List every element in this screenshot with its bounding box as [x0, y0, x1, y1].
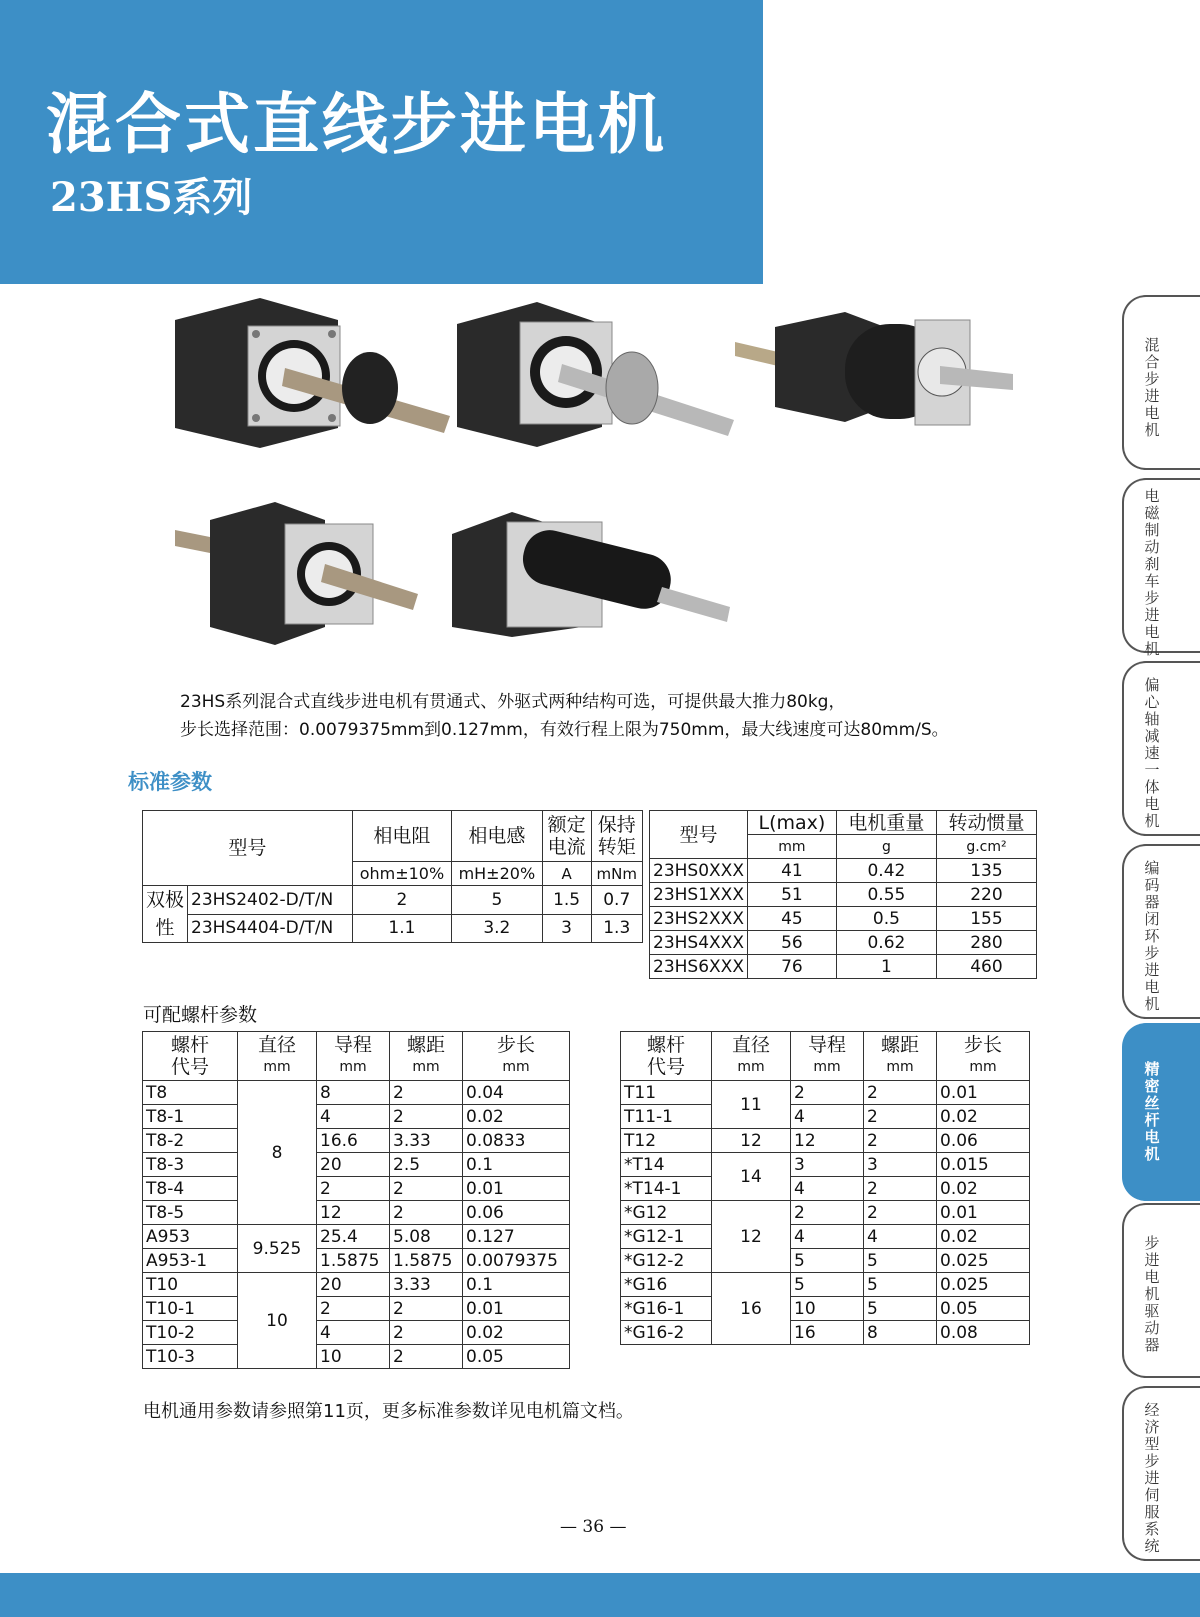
table-row	[621, 1297, 1030, 1321]
table-cell-code: T8-4	[143, 1177, 238, 1201]
side-tab-label: 步进电机驱动器	[1144, 1234, 1160, 1354]
table-row	[143, 1201, 570, 1225]
table-cell-inertia: 135	[936, 859, 1036, 883]
screw-params-table-left	[142, 1031, 570, 1369]
table-row	[621, 1225, 1030, 1249]
col-header-diameter	[712, 1032, 791, 1081]
description-line-2: 步长选择范围：0.0079375mm到0.127mm，有效行程上限为750mm，最大线速度可达80mm/S。	[180, 720, 949, 740]
col-header-code	[143, 1032, 238, 1081]
table-cell-length: 56	[747, 931, 836, 955]
motor-photo-1	[170, 298, 455, 448]
table-cell-lead: 4	[317, 1321, 390, 1345]
table-cell-model: 23HS4XXX	[650, 931, 748, 955]
table-cell-code: T10-1	[143, 1297, 238, 1321]
motor-type-line2: 性	[155, 917, 175, 939]
col-header-pitch-label: 螺距	[406, 1034, 445, 1056]
unit-resistance: ohm±10%	[352, 862, 451, 886]
table-cell-lead: 3	[791, 1153, 864, 1177]
table-cell-diameter: 16	[712, 1273, 791, 1345]
table-cell-step: 0.06	[463, 1201, 570, 1225]
table-cell-code: T11	[621, 1081, 712, 1105]
table-cell-pitch: 2	[390, 1201, 463, 1225]
table-cell-pitch: 2	[864, 1129, 937, 1153]
col-header-diameter-unit: mm	[263, 1059, 291, 1075]
table-row	[650, 883, 1037, 907]
table-cell-step: 0.0079375	[463, 1249, 570, 1273]
table-cell-step: 0.01	[937, 1201, 1030, 1225]
table-cell-inertia: 220	[936, 883, 1036, 907]
col-header-lead	[791, 1032, 864, 1081]
table-cell-lead: 2	[791, 1081, 864, 1105]
table-cell-step: 0.1	[463, 1153, 570, 1177]
table-cell-inertia: 280	[936, 931, 1036, 955]
table-row	[143, 1273, 570, 1297]
table-cell-lead: 16.6	[317, 1129, 390, 1153]
table-cell-pitch: 3.33	[390, 1273, 463, 1297]
motor-type-cell	[143, 886, 188, 943]
page-subtitle: 23HS系列	[50, 174, 253, 221]
col-header-model: 型号	[143, 811, 353, 886]
table-cell-step: 0.025	[937, 1273, 1030, 1297]
motor-photo-5	[452, 512, 732, 637]
table-cell-step: 0.05	[463, 1345, 570, 1369]
table-cell-lead: 8	[317, 1081, 390, 1105]
unit-torque: mNm	[591, 862, 643, 886]
side-tab-label: 精密丝杆电机	[1144, 1060, 1160, 1163]
table-cell-lead: 20	[317, 1273, 390, 1297]
motor-photo-3	[735, 312, 1015, 437]
table-cell-code: T8-3	[143, 1153, 238, 1177]
side-tab-eccentric-reducer[interactable]	[1122, 661, 1200, 836]
col-header-step-label: 步长	[963, 1034, 1002, 1056]
table-cell-code: *T14	[621, 1153, 712, 1177]
table-cell-diameter: 8	[238, 1081, 317, 1225]
unit-inertia: g.cm²	[936, 835, 1036, 859]
table-cell-step: 0.02	[937, 1105, 1030, 1129]
col-header-step-unit: mm	[502, 1059, 530, 1075]
table-cell-step: 0.01	[463, 1297, 570, 1321]
table-cell-lead: 4	[791, 1177, 864, 1201]
table-cell-diameter: 12	[712, 1129, 791, 1153]
table-cell-lead: 10	[791, 1297, 864, 1321]
table-row	[143, 1297, 570, 1321]
side-tab-stepper-driver[interactable]	[1122, 1203, 1200, 1378]
table-cell-pitch: 2	[390, 1321, 463, 1345]
table-cell-code: T11-1	[621, 1105, 712, 1129]
table-cell-pitch: 3.33	[390, 1129, 463, 1153]
size-rows	[650, 859, 1037, 979]
table-row	[621, 1201, 1030, 1225]
table-cell-pitch: 5	[864, 1249, 937, 1273]
table-cell-pitch: 2	[864, 1177, 937, 1201]
table-cell-pitch: 4	[864, 1225, 937, 1249]
table-cell-code: A953-1	[143, 1249, 238, 1273]
col-header-torque	[591, 811, 643, 862]
table-cell-code: T8-2	[143, 1129, 238, 1153]
table-row	[650, 907, 1037, 931]
table-cell-code: T10-2	[143, 1321, 238, 1345]
table-cell-code: T8-1	[143, 1105, 238, 1129]
table-cell-pitch: 5	[864, 1297, 937, 1321]
table-cell-pitch: 2	[864, 1105, 937, 1129]
table-cell-pitch: 2	[390, 1081, 463, 1105]
table-cell-pitch: 2	[390, 1297, 463, 1321]
table-cell-code: T8-5	[143, 1201, 238, 1225]
table-cell-model: 23HS0XXX	[650, 859, 748, 883]
table-row	[143, 1345, 570, 1369]
table-cell-code: *G16-1	[621, 1297, 712, 1321]
table-cell-lead: 4	[317, 1105, 390, 1129]
table-cell-inertia: 460	[936, 955, 1036, 979]
col-header-inertia: 转动惯量	[936, 811, 1036, 835]
table-cell-model: 23HS1XXX	[650, 883, 748, 907]
side-tab-economy-servo[interactable]	[1122, 1386, 1200, 1561]
unit-length: mm	[747, 835, 836, 859]
table-cell-lead: 2	[791, 1201, 864, 1225]
table-row	[621, 1249, 1030, 1273]
table-cell-diameter: 12	[712, 1201, 791, 1273]
col-header-lead-unit: mm	[813, 1059, 841, 1075]
side-tab-label: 编码器闭环步进电机	[1144, 859, 1160, 1013]
col-header-code	[621, 1032, 712, 1081]
table-cell-lead: 5	[791, 1249, 864, 1273]
table-cell-diameter: 9.525	[238, 1225, 317, 1273]
table-cell-step: 0.0833	[463, 1129, 570, 1153]
table-row	[650, 931, 1037, 955]
col-header-weight: 电机重量	[836, 811, 936, 835]
section-title-standard-params: 标准参数	[128, 770, 212, 794]
col-header-code-line1: 螺杆	[646, 1034, 685, 1056]
table-row	[621, 1321, 1030, 1345]
col-header-lead-unit: mm	[339, 1059, 367, 1075]
page-number: — 36 —	[560, 1517, 627, 1537]
table-cell-step: 0.02	[937, 1177, 1030, 1201]
table-cell-step: 0.01	[937, 1081, 1030, 1105]
footer-bar	[0, 1573, 1200, 1617]
table-row	[621, 1105, 1030, 1129]
page-title: 混合式直线步进电机	[46, 86, 667, 163]
table-cell-lead: 16	[791, 1321, 864, 1345]
side-tab-lead-screw-motor[interactable]	[1122, 1023, 1200, 1201]
motor-photo-2	[452, 302, 737, 452]
col-header-model: 型号	[650, 811, 748, 859]
screw-params-table-right	[620, 1031, 1030, 1345]
table-cell-lead: 4	[791, 1225, 864, 1249]
table-cell-lead: 5	[791, 1273, 864, 1297]
col-header-pitch	[390, 1032, 463, 1081]
table-row	[143, 1153, 570, 1177]
col-header-current-line1: 额定	[547, 814, 586, 836]
col-header-code-line2: 代号	[170, 1056, 209, 1078]
table-cell-diameter: 14	[712, 1153, 791, 1201]
table-cell-step: 0.04	[463, 1081, 570, 1105]
col-header-diameter-unit: mm	[737, 1059, 765, 1075]
table-cell-length: 76	[747, 955, 836, 979]
table-cell-lead: 2	[317, 1297, 390, 1321]
col-header-diameter-label: 直径	[731, 1034, 770, 1056]
table-cell-code: T10-3	[143, 1345, 238, 1369]
table-cell-weight: 0.62	[836, 931, 936, 955]
table-cell-model: 23HS2402-D/T/N	[188, 886, 353, 915]
table-cell-pitch: 2	[864, 1201, 937, 1225]
table-cell-diameter: 10	[238, 1273, 317, 1369]
table-cell-step: 0.02	[463, 1321, 570, 1345]
col-header-code-line1: 螺杆	[170, 1034, 209, 1056]
table-cell-length: 45	[747, 907, 836, 931]
table-cell-lead: 2	[317, 1177, 390, 1201]
col-header-torque-line1: 保持	[597, 814, 636, 836]
col-header-pitch-unit: mm	[412, 1059, 440, 1075]
table-cell-length: 41	[747, 859, 836, 883]
table-cell-pitch: 2	[864, 1081, 937, 1105]
table-cell-resistance: 2	[352, 886, 451, 915]
table-cell-step: 0.02	[463, 1105, 570, 1129]
table-cell-step: 0.015	[937, 1153, 1030, 1177]
table-cell-step: 0.025	[937, 1249, 1030, 1273]
table-cell-lead: 10	[317, 1345, 390, 1369]
table-cell-model: 23HS6XXX	[650, 955, 748, 979]
table-cell-current: 1.5	[542, 886, 591, 915]
col-header-step-unit: mm	[969, 1059, 997, 1075]
side-tab-label: 经济型步进伺服系统	[1144, 1401, 1160, 1555]
table-row	[621, 1177, 1030, 1201]
table-cell-torque: 1.3	[591, 914, 643, 943]
col-header-resistance: 相电阻	[352, 811, 451, 862]
table-row	[143, 1105, 570, 1129]
table-cell-code: *G12-1	[621, 1225, 712, 1249]
table-cell-pitch: 2	[390, 1177, 463, 1201]
col-header-step-label: 步长	[496, 1034, 535, 1056]
table-row	[143, 1321, 570, 1345]
table-cell-pitch: 3	[864, 1153, 937, 1177]
table-row	[650, 859, 1037, 883]
col-header-code-line2: 代号	[646, 1056, 685, 1078]
footnote: 电机通用参数请参照第11页，更多标准参数详见电机篇文档。	[143, 1401, 634, 1422]
table-cell-weight: 0.55	[836, 883, 936, 907]
table-cell-diameter: 11	[712, 1081, 791, 1129]
col-header-current-line2: 电流	[547, 836, 586, 858]
table-cell-inductance: 5	[452, 886, 543, 915]
table-cell-pitch: 2	[390, 1105, 463, 1129]
product-description	[180, 688, 949, 744]
table-cell-code: *T14-1	[621, 1177, 712, 1201]
header-banner	[0, 0, 763, 284]
table-cell-model: 23HS2XXX	[650, 907, 748, 931]
table-row	[621, 1081, 1030, 1105]
table-cell-code: *G16-2	[621, 1321, 712, 1345]
col-header-pitch-unit: mm	[886, 1059, 914, 1075]
col-header-diameter-label: 直径	[257, 1034, 296, 1056]
table-cell-pitch: 2	[390, 1345, 463, 1369]
description-line-1: 23HS系列混合式直线步进电机有贯通式、外驱式两种结构可选，可提供最大推力80kg，	[180, 692, 846, 712]
table-row	[143, 1249, 570, 1273]
size-weight-table	[649, 810, 1037, 979]
unit-current: A	[542, 862, 591, 886]
table-cell-code: *G12-2	[621, 1249, 712, 1273]
table-cell-step: 0.08	[937, 1321, 1030, 1345]
side-tab-label: 电磁制动刹车步进电机	[1144, 487, 1160, 658]
table-cell-pitch: 5	[864, 1273, 937, 1297]
table-cell-lead: 20	[317, 1153, 390, 1177]
table-row	[650, 955, 1037, 979]
col-header-inductance: 相电感	[452, 811, 543, 862]
col-header-lead-label: 导程	[333, 1034, 372, 1056]
table-cell-weight: 0.42	[836, 859, 936, 883]
table-cell-length: 51	[747, 883, 836, 907]
table-cell-step: 0.05	[937, 1297, 1030, 1321]
table-cell-resistance: 1.1	[352, 914, 451, 943]
col-header-current	[542, 811, 591, 862]
table-row	[621, 1273, 1030, 1297]
table-cell-current: 3	[542, 914, 591, 943]
table-cell-code: A953	[143, 1225, 238, 1249]
col-header-torque-line2: 转矩	[597, 836, 636, 858]
table-cell-code: *G16	[621, 1273, 712, 1297]
motor-photo-4	[175, 502, 420, 647]
table-cell-lead: 25.4	[317, 1225, 390, 1249]
table-row	[143, 1177, 570, 1201]
table-cell-lead: 1.5875	[317, 1249, 390, 1273]
table-cell-model: 23HS4404-D/T/N	[188, 914, 353, 943]
table-cell-inductance: 3.2	[452, 914, 543, 943]
side-tab-closed-loop-stepper[interactable]	[1122, 844, 1200, 1019]
col-header-diameter	[238, 1032, 317, 1081]
table-cell-weight: 1	[836, 955, 936, 979]
table-cell-step: 0.01	[463, 1177, 570, 1201]
table-cell-inertia: 155	[936, 907, 1036, 931]
col-header-step	[463, 1032, 570, 1081]
table-cell-lead: 12	[317, 1201, 390, 1225]
unit-inductance: mH±20%	[452, 862, 543, 886]
table-cell-step: 0.1	[463, 1273, 570, 1297]
table-cell-torque: 0.7	[591, 886, 643, 915]
table-cell-lead: 4	[791, 1105, 864, 1129]
table-cell-step: 0.06	[937, 1129, 1030, 1153]
table-row	[621, 1153, 1030, 1177]
table-cell-pitch: 5.08	[390, 1225, 463, 1249]
motor-type-line1: 双极	[146, 889, 185, 911]
col-header-step	[937, 1032, 1030, 1081]
table-cell-code: T12	[621, 1129, 712, 1153]
col-header-length: L(max)	[747, 811, 836, 835]
col-header-pitch	[864, 1032, 937, 1081]
electrical-params-table	[142, 810, 643, 943]
table-cell-weight: 0.5	[836, 907, 936, 931]
unit-weight: g	[836, 835, 936, 859]
side-tab-brake-stepper[interactable]	[1122, 478, 1200, 658]
table-cell-code: *G12	[621, 1201, 712, 1225]
side-tab-label: 混合步进电机	[1144, 336, 1160, 439]
col-header-pitch-label: 螺距	[880, 1034, 919, 1056]
table-cell-pitch: 2.5	[390, 1153, 463, 1177]
col-header-lead	[317, 1032, 390, 1081]
table-cell-pitch: 1.5875	[390, 1249, 463, 1273]
table-cell-code: T10	[143, 1273, 238, 1297]
table-cell-step: 0.127	[463, 1225, 570, 1249]
section-title-screw-params: 可配螺杆参数	[143, 1004, 258, 1026]
table-row	[143, 1225, 570, 1249]
side-tab-hybrid-stepper[interactable]	[1122, 295, 1200, 470]
table-row	[143, 1129, 570, 1153]
table-cell-code: T8	[143, 1081, 238, 1105]
table-cell-pitch: 8	[864, 1321, 937, 1345]
table-row	[621, 1129, 1030, 1153]
side-tab-label: 偏心轴减速一体电机	[1144, 676, 1160, 830]
table-cell-step: 0.02	[937, 1225, 1030, 1249]
col-header-lead-label: 导程	[807, 1034, 846, 1056]
table-row	[143, 1081, 570, 1105]
table-cell-lead: 12	[791, 1129, 864, 1153]
